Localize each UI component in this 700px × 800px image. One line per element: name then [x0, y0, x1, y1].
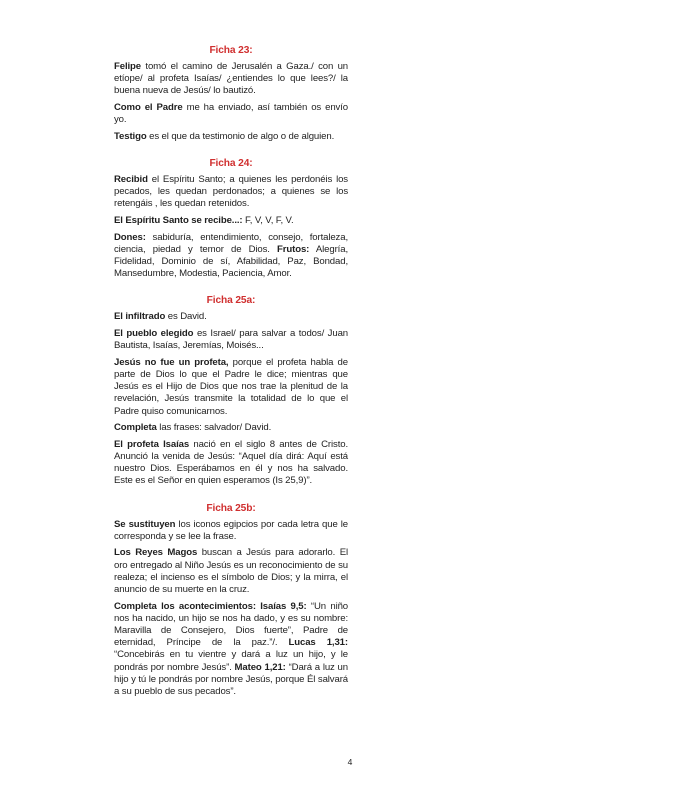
text-run: “Un niño nos ha nacido, un hijo se nos ha dado, y es su nombre: Maravilla de Consejero, Dios fuerte”, Padre de eternidad, Príncipe de la paz.”/. — [114, 600, 349, 649]
paragraph — [114, 601, 348, 699]
ficha-section — [114, 294, 348, 487]
section-heading: Ficha 25b: — [206, 502, 256, 514]
document-content — [114, 44, 348, 703]
bold-run: Se sustituyen — [114, 518, 176, 530]
text-run: “Concebirás en tu vientre y dará a luz un hijo, y le pondrás por nombre Jesús”. — [114, 649, 348, 673]
text-run: las frases: salvador/ David. — [156, 422, 272, 434]
paragraph — [114, 547, 348, 596]
paragraph — [114, 131, 348, 143]
paragraph — [114, 311, 348, 323]
bold-run: Completa — [114, 422, 157, 434]
paragraph — [114, 357, 348, 418]
bold-run: Testigo — [114, 130, 147, 142]
bold-run: Felipe — [114, 61, 142, 72]
paragraph — [114, 232, 348, 281]
bold-run: El infiltrado — [114, 311, 166, 323]
bold-run: El profeta Isaías — [114, 438, 190, 450]
text-run: porque el profeta habla de parte de Dios lo que el Padre le dice; mientras que Jesús es el Hijo de Dios que nos trae la plenitud de la revelación, Jesús transmite la totalidad de lo que el Padre quiso comunicarnos. — [114, 356, 348, 417]
text-run: es el que da testimonio de algo o de alguien. — [146, 130, 335, 142]
text-run: tomó el camino de Jerusalén a Gaza./ con un etíope/ al profeta Isaías/ ¿entiendes lo que lees?/ la buena nueva de Jesús/ lo bautizó. — [114, 61, 348, 97]
text-run: Alegría, Fidelidad, Dominio de sí, Afabilidad, Paz, Bondad, Mansedumbre, Modestia, Paciencia, Amor. — [114, 243, 348, 280]
text-run: “Dará a luz un hijo y tú le pondrás por nombre Jesús, porque Él salvará a su pueblo de sus pecados”. — [114, 661, 348, 698]
bold-run: Lucas 1,31: — [288, 637, 348, 649]
text-run: los iconos egipcios por cada letra que le corresponda y se lee la frase. — [114, 518, 348, 542]
text-run: F, V, V, F, V. — [242, 215, 294, 226]
bold-run: Jesús no fue un profeta, — [114, 356, 229, 368]
paragraph — [114, 439, 348, 488]
section-heading: Ficha 24: — [209, 158, 253, 169]
text-run: buscan a Jesús para adorarlo. El oro entregado al Niño Jesús es un reconocimiento de su realeza; el incienso es el símbolo de Dios; y la mirra, el anuncio de su muerte en la cruz. — [114, 547, 348, 596]
ficha-section — [114, 502, 348, 699]
paragraph — [114, 61, 348, 98]
text-run: es David. — [165, 311, 207, 323]
text-run: el Espíritu Santo; a quienes les perdonéis los pecados, les quedan perdonados; a quienes se los retengáis , les quedan retenidos. — [114, 174, 348, 210]
bold-run: Como el Padre — [114, 102, 183, 113]
bold-run: Frutos: — [277, 243, 310, 255]
bold-run: Isaías 9,5: — [260, 600, 307, 612]
bold-run: Completa los acontecimientos: — [114, 600, 256, 612]
text-run: nació en el siglo 8 antes de Cristo. Anunció la venida de Jesús: “Aquel día dirá: Aquí está nuestro Dios. Esperábamos en él y nos ha salvado. Este es el Señor en quien esperamos (Is 25,9)”. — [114, 438, 348, 487]
section-heading: Ficha 25a: — [206, 295, 256, 307]
paragraph — [114, 174, 348, 211]
bold-run: Los Reyes Magos — [114, 547, 198, 559]
paragraph — [114, 519, 348, 543]
bold-run: Recibid — [114, 174, 148, 185]
bold-run: Dones: — [114, 231, 146, 243]
paragraph — [114, 422, 348, 434]
ficha-section — [114, 44, 348, 143]
paragraph — [114, 328, 348, 352]
text-run: me ha enviado, así también os envío yo. — [114, 102, 348, 126]
text-run: es Israel/ para salvar a todos/ Juan Bautista, Isaías, Jeremías, Moisés... — [114, 328, 348, 352]
bold-run: Mateo 1,21: — [234, 661, 286, 673]
paragraph — [114, 102, 348, 126]
bold-run: El Espíritu Santo se recibe...: — [114, 215, 243, 226]
paragraph — [114, 215, 348, 227]
ficha-section — [114, 157, 348, 280]
section-heading: Ficha 23: — [209, 45, 253, 56]
text-run: sabiduría, entendimiento, consejo, fortaleza, ciencia, piedad y temor de Dios. — [114, 231, 348, 255]
bold-run: El pueblo elegido — [114, 328, 194, 339]
page-number: 4 — [347, 757, 353, 767]
